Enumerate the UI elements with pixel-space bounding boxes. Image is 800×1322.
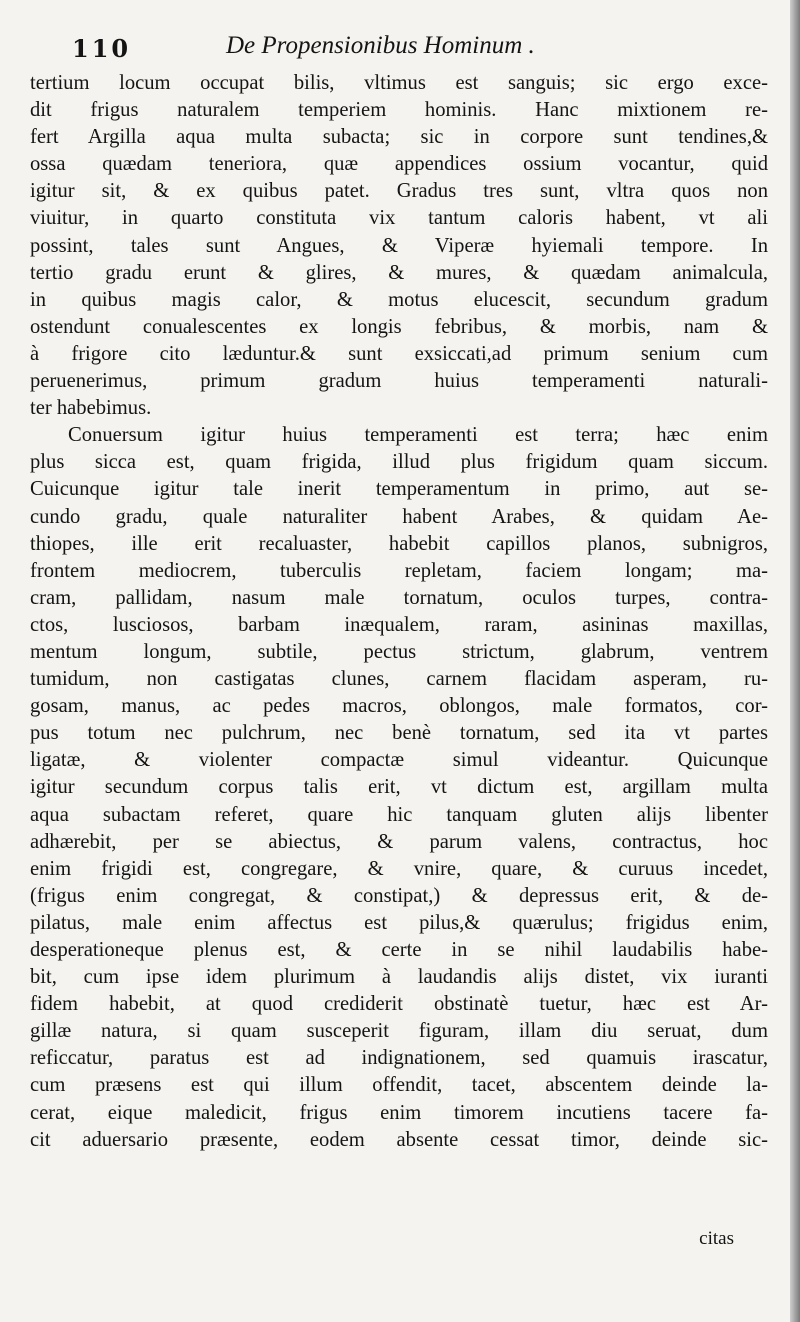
text-line: gillæ natura, si quam susceperit figuram, illam diu seruat, dum (30, 1020, 768, 1043)
text-line: cram, pallidam, nasum male tornatum, oculos turpes, contra- (30, 586, 768, 609)
text-line: cerat, eique maledicit, frigus enim timorem incutiens tacere fa- (30, 1101, 768, 1124)
text-line: Cuicunque igitur tale inerit temperamentum in primo, aut se- (30, 478, 768, 501)
text-line: ostendunt conualescentes ex longis febribus, & morbis, nam & (30, 315, 768, 338)
text-line: plus sicca est, quam frigida, illud plus frigidum quam siccum. (30, 451, 768, 474)
text-line: gosam, manus, ac pedes macros, oblongos, male formatos, cor- (30, 695, 768, 718)
text-line: fert Argilla aqua multa subacta; sic in corpore sunt tendines,& (30, 126, 768, 149)
text-line: cit aduersario præsente, eodem absente cessat timor, deinde sic- (30, 1128, 768, 1151)
text-line: peruenerimus, primum gradum huius temperamenti naturali- (30, 370, 768, 393)
text-line: Conuersum igitur huius temperamenti est terra; hæc enim (68, 424, 768, 447)
text-line: adhærebit, per se abiectus, & parum valens, contractus, hoc (30, 830, 768, 853)
text-line: ossa quædam teneriora, quæ appendices ossium vocantur, quid (30, 153, 768, 176)
text-line: frontem mediocrem, tuberculis repletam, faciem longam; ma- (30, 559, 768, 582)
text-line: fidem habebit, at quod crediderit obstinatè tuetur, hæc est Ar- (30, 993, 768, 1016)
text-line: dit frigus naturalem temperiem hominis. Hanc mixtionem re- (30, 99, 768, 122)
text-line: igitur sit, & ex quibus patet. Gradus tres sunt, vltra quos non (30, 180, 768, 203)
text-line: ctos, lusciosos, barbam inæqualem, raram, asininas maxillas, (30, 613, 768, 636)
page-header (72, 32, 732, 68)
text-line: tertium locum occupat bilis, vltimus est sanguis; sic ergo exce- (30, 72, 768, 94)
text-line: à frigore cito læduntur.& sunt exsiccati,ad primum senium cum (30, 342, 768, 365)
text-line: (frigus enim congregat, & constipat,) & depressus erit, & de- (30, 884, 768, 907)
text-line: bit, cum ipse idem plurimum à laudandis alijs distet, vix iuranti (30, 966, 768, 989)
catchword: citas (699, 1228, 734, 1249)
text-line: desperationeque plenus est, & certe in se nihil laudabilis habe- (30, 939, 768, 961)
text-line: mentum longum, subtile, pectus strictum, glabrum, ventrem (30, 640, 768, 663)
body-text (30, 70, 768, 1154)
text-line: viuitur, in quarto constituta vix tantum caloris habent, vt ali (30, 207, 768, 230)
text-line: aqua subactam referet, quare hic tanquam gluten alijs libenter (30, 803, 768, 826)
text-line: reficcatur, paratus est ad indignationem, sed quamuis irascatur, (30, 1047, 768, 1070)
text-line: ligatæ, & violenter compactæ simul videantur. Quicunque (30, 749, 768, 772)
text-line: cum præsens est qui illum offendit, tacet, abscentem deinde la- (30, 1074, 768, 1097)
text-line: pus totum nec pulchrum, nec benè tornatum, sed ita vt partes (30, 722, 768, 745)
page-number: 110 (72, 34, 132, 63)
running-head: De Propensionibus Hominum . (226, 32, 535, 59)
text-line: igitur secundum corpus talis erit, vt dictum est, argillam multa (30, 776, 768, 799)
text-line: enim frigidi est, congregare, & vnire, quare, & curuus incedet, (30, 857, 768, 880)
text-line: thiopes, ille erit recaluaster, habebit capillos planos, subnigros, (30, 532, 768, 555)
text-line: ter habebimus. (30, 397, 152, 420)
text-line: possint, tales sunt Angues, & Viperæ hyiemali tempore. In (30, 234, 768, 257)
text-line: cundo gradu, quale naturaliter habent Arabes, & quidam Ae- (30, 505, 768, 528)
text-line: tertio gradu erunt & glires, & mures, & quædam animalcula, (30, 261, 768, 284)
text-line: pilatus, male enim affectus est pilus,& quærulus; frigidus enim, (30, 911, 768, 934)
text-line: tumidum, non castigatas clunes, carnem flacidam asperam, ru- (30, 668, 768, 691)
page-edge-shadow (790, 0, 800, 1322)
text-line: in quibus magis calor, & motus elucescit, secundum gradum (30, 288, 768, 311)
